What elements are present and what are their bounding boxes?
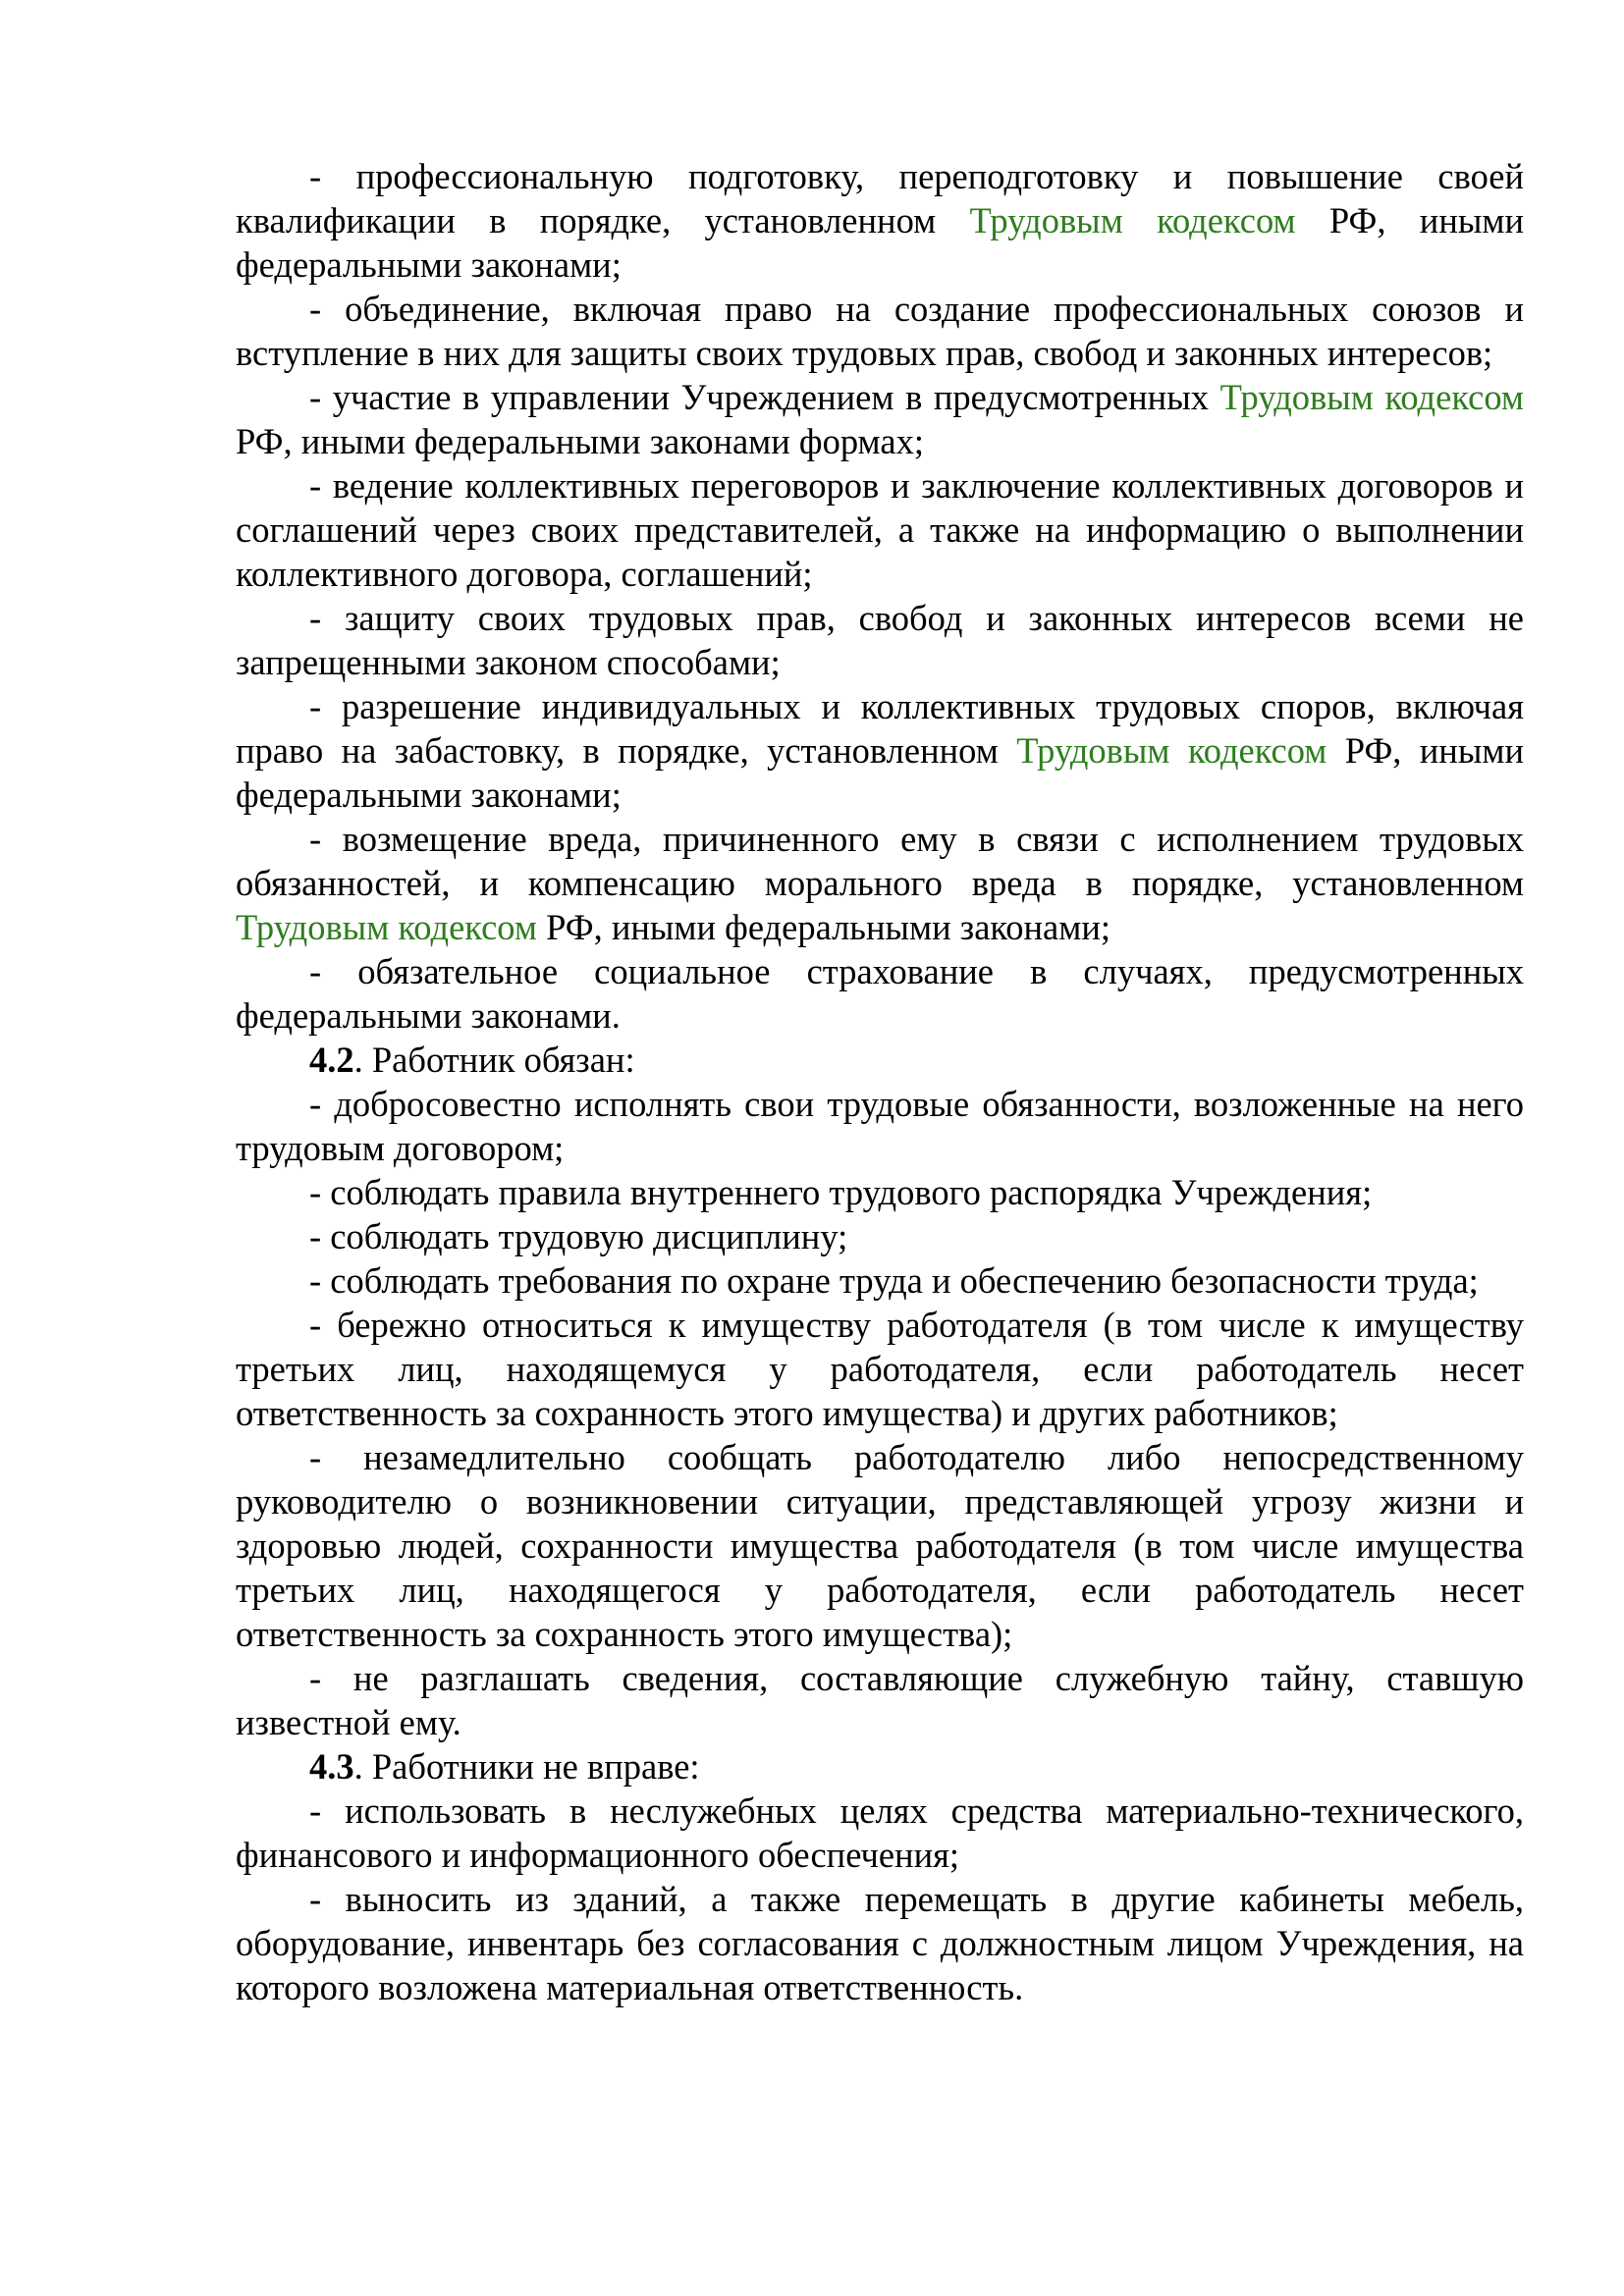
paragraph [236, 1214, 1524, 1258]
document-body [236, 154, 1524, 2009]
paragraph-text: - объединение, включая право на создание профессиональных союзов и вступление в них для защиты своих трудовых прав, свобод и законных интересов; [236, 289, 1524, 373]
paragraph-text: - профессиональную подготовку, переподготовку и повышение своей квалификации в порядке, установленном [236, 156, 1524, 240]
paragraph-text: . Работники не вправе: [353, 1746, 700, 1787]
paragraph-text: РФ, иными федеральными законами формах; [236, 421, 924, 461]
paragraph [236, 1082, 1524, 1170]
labor-code-link[interactable]: Трудовым кодексом [969, 200, 1296, 240]
paragraph [236, 154, 1524, 287]
paragraph-text: - возмещение вреда, причиненного ему в связи с исполнением трудовых обязанностей, и компенсацию морального вреда в порядке, установленном [236, 819, 1524, 903]
section-number: 4.3 [309, 1746, 354, 1787]
paragraph [236, 463, 1524, 596]
paragraph-text: РФ, иными федеральными законами; [536, 907, 1111, 947]
paragraph-text: - не разглашать сведения, составляющие служебную тайну, ставшую известной ему. [236, 1658, 1524, 1742]
paragraph [236, 1038, 1524, 1082]
document-page [236, 154, 1524, 2009]
paragraph [236, 1789, 1524, 1877]
paragraph-text: - соблюдать трудовую дисциплину; [309, 1216, 848, 1256]
paragraph-text: - защиту своих трудовых прав, свобод и законных интересов всеми не запрещенными законом способами; [236, 598, 1524, 682]
paragraph [236, 817, 1524, 949]
labor-code-link[interactable]: Трудовым кодексом [1219, 377, 1525, 417]
paragraph-text: - ведение коллективных переговоров и заключение коллективных договоров и соглашений через своих представителей, а также на информацию о выполнении коллективного договора, соглашений; [236, 465, 1524, 594]
paragraph-text: РФ, иными федеральными законами; [236, 730, 1524, 815]
paragraph [236, 684, 1524, 817]
paragraph-text: . Работник обязан: [353, 1040, 635, 1080]
paragraph-text: - использовать в неслужебных целях средства материально-технического, финансового и информационного обеспечения; [236, 1790, 1524, 1875]
paragraph-text: - выносить из зданий, а также перемещать в другие кабинеты мебель, оборудование, инвентарь без согласования с должностным лицом Учреждения, на которого возложена материальная ответственность. [236, 1879, 1524, 2007]
paragraph [236, 1303, 1524, 1435]
paragraph-text: - обязательное социальное страхование в случаях, предусмотренных федеральными законами. [236, 951, 1524, 1036]
paragraph [236, 1258, 1524, 1303]
paragraph-text: - незамедлительно сообщать работодателю либо непосредственному руководителю о возникновении ситуации, представляющей угрозу жизни и здоровью людей, сохранности имущества работодателя (в том числе имущества третьих лиц, находящегося у работодателя, если работодатель несет ответственность за сохранность этого имущества); [236, 1437, 1524, 1654]
paragraph [236, 1656, 1524, 1744]
paragraph [236, 1744, 1524, 1789]
labor-code-link[interactable]: Трудовым кодексом [1016, 730, 1327, 771]
paragraph [236, 287, 1524, 375]
paragraph [236, 949, 1524, 1038]
paragraph-text: - участие в управлении Учреждением в предусмотренных [309, 377, 1220, 417]
paragraph [236, 596, 1524, 684]
labor-code-link[interactable]: Трудовым кодексом [236, 907, 537, 947]
section-number: 4.2 [309, 1040, 354, 1080]
paragraph-text: РФ, иными федеральными законами; [236, 200, 1525, 285]
paragraph [236, 1170, 1524, 1214]
paragraph-text: - бережно относиться к имуществу работодателя (в том числе к имуществу третьих лиц, находящемуся у работодателя, если работодатель несет ответственность за сохранность этого имущества) и других работников; [236, 1305, 1524, 1433]
paragraph [236, 1435, 1524, 1656]
paragraph [236, 375, 1524, 463]
paragraph-text: - соблюдать правила внутреннего трудового распорядка Учреждения; [309, 1172, 1373, 1212]
paragraph-text: - добросовестно исполнять свои трудовые обязанности, возложенные на него трудовым договором; [236, 1084, 1524, 1168]
paragraph-text: - разрешение индивидуальных и коллективных трудовых споров, включая право на забастовку, в порядке, установленном [236, 686, 1524, 771]
paragraph-text: - соблюдать требования по охране труда и обеспечению безопасности труда; [309, 1260, 1479, 1301]
paragraph [236, 1877, 1524, 2009]
